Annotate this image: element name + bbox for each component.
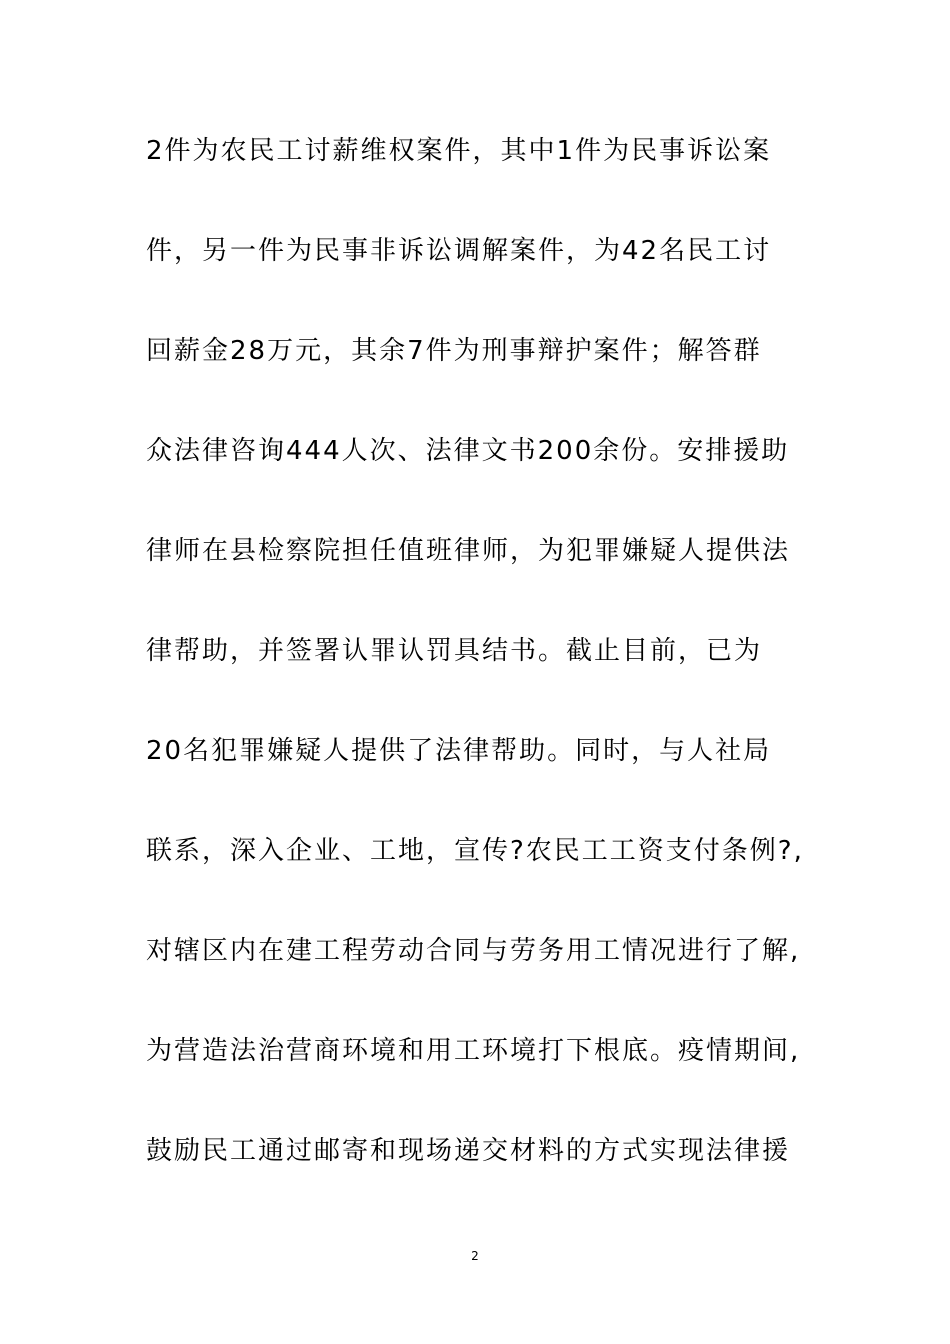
text-line-11: 鼓励民工通过邮寄和现场递交材料的方式实现法律援 [146, 1136, 791, 1166]
text-line-4: 众法律咨询444人次、法律文书200余份。安排援助 [146, 436, 790, 466]
text-line-3: 回薪金28万元，其余7件为刑事辩护案件；解答群 [146, 336, 762, 366]
body-text [146, 126, 816, 1226]
text-line-10: 为营造法治营商环境和用工环境打下根底。疫情期间, [146, 1036, 801, 1066]
text-line-5: 律师在县检察院担任值班律师，为犯罪嫌疑人提供法 [146, 536, 791, 566]
text-line-6: 律帮助，并签署认罪认罚具结书。截止目前，已为 [146, 636, 763, 666]
page-number: 2 [471, 1249, 479, 1263]
text-line-8: 联系，深入企业、工地，宣传?农民工工资支付条例?, [146, 836, 804, 866]
text-line-7: 20名犯罪嫌疑人提供了法律帮助。同时，与人社局 [146, 736, 772, 766]
text-line-9: 对辖区内在建工程劳动合同与劳务用工情况进行了解, [146, 936, 801, 966]
text-line-2: 件，另一件为民事非诉讼调解案件，为42名民工讨 [146, 236, 772, 266]
text-line-1: 2件为农民工讨薪维权案件，其中1件为民事诉讼案 [146, 136, 772, 166]
